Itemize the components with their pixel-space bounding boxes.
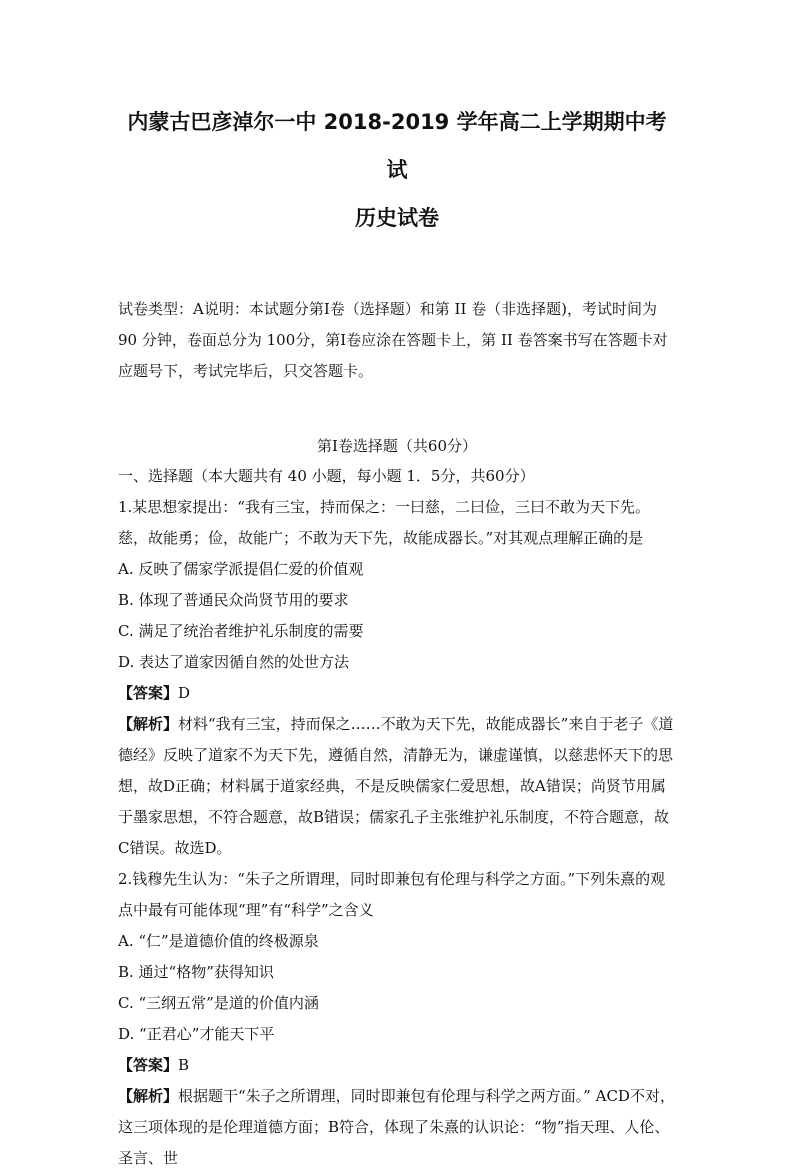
analysis-line <box>118 709 676 864</box>
section-title: 第Ⅰ卷选择题（共60分） <box>316 437 477 455</box>
document-title-line2: 历史试卷 <box>355 206 439 230</box>
option-d: D. 表达了道家因循自然的处世方法 <box>118 653 350 671</box>
option-b: B. 通过“格物”获得知识 <box>118 963 274 981</box>
option-a: A. “仁”是道德价值的终极源泉 <box>118 932 319 950</box>
question-stem: 2.钱穆先生认为：“朱子之所谓理，同时即兼包有伦理与科学之方面。”下列朱熹的观点中最有可能体现“理”有“科学”之含义 <box>118 870 666 919</box>
analysis-text: 根据题干“朱子之所谓理，同时即兼包有伦理与科学之两方面。” ACD不对，这三项体现的是伦理道德方面；B符合，体现了朱熹的认识论：“物”指天理、人伦、圣言、世 <box>118 1087 675 1167</box>
question-2 <box>118 864 676 1174</box>
analysis-line <box>118 1081 676 1174</box>
answer-line <box>118 1050 676 1081</box>
option-c: C. 满足了统治者维护礼乐制度的需要 <box>118 622 364 640</box>
analysis-text: 材料“我有三宝，持而保之……不敢为天下先，故能成器长”来自于老子《道德经》反映了道家不为天下先，遵循自然，清静无为，谦虚谨慎，以慈悲怀天下的思想，故D正确；材料属于道家经典，不是反映儒家仁爱思想，故A错误；尚贤节用属于墨家思想，不符合题意，故B错误；儒家孔子主张维护礼乐制度，不符合题意，故C错误。故选D。 <box>118 715 674 857</box>
option-a: A. 反映了儒家学派提倡仁爱的价值观 <box>118 560 364 578</box>
section-subtitle: 一、选择题（本大题共有 40 小题，每小题 1．5分，共60分） <box>118 467 535 485</box>
exam-instructions: 试卷类型：A说明：本试题分第Ⅰ卷（选择题）和第 II 卷（非选择题)，考试时间为 90 分钟，卷面总分为 100分，第Ⅰ卷应涂在答题卡上，第 II 卷答案书写在答题卡对应题号下，考试完毕后，只交答题卡。 <box>118 300 668 380</box>
option-d: D. “正君心”才能天下平 <box>118 1025 275 1043</box>
option-b: B. 体现了普通民众尚贤节用的要求 <box>118 591 349 609</box>
answer-label: 【答案】 <box>118 684 179 702</box>
answer-label: 【答案】 <box>118 1056 179 1074</box>
document-title-line1: 内蒙古巴彦淖尔一中 2018-2019 学年高二上学期期中考试 <box>127 110 667 182</box>
answer-line <box>118 678 676 709</box>
analysis-label: 【解析】 <box>118 1087 179 1105</box>
question-stem: 1.某思想家提出：“我有三宝，持而保之：一曰慈，二曰俭，三曰不敢为天下先。慈，故能勇；俭，故能广；不敢为天下先，故能成器长。”对其观点理解正确的是 <box>118 498 650 547</box>
answer-value: D <box>178 684 191 702</box>
answer-value: B <box>178 1056 190 1074</box>
option-c: C. “三纲五常”是道的价值内涵 <box>118 994 319 1012</box>
analysis-label: 【解析】 <box>118 715 179 733</box>
question-1 <box>118 492 676 864</box>
